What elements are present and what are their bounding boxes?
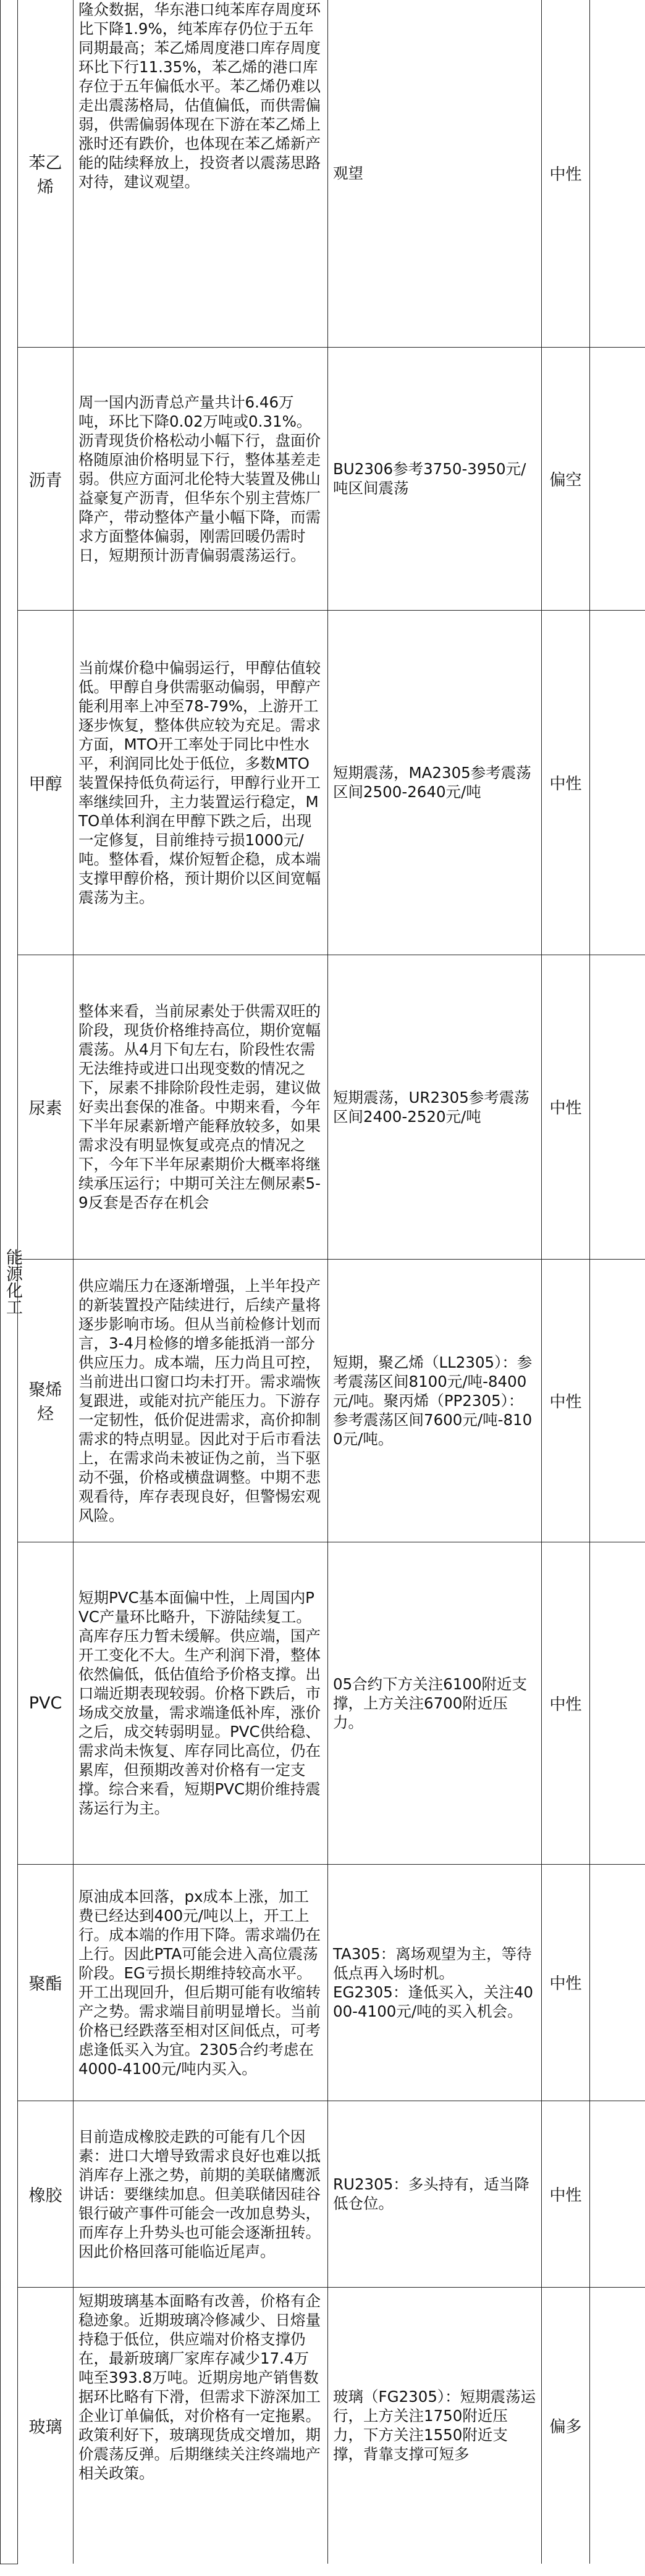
risk-cell bbox=[590, 1864, 645, 2101]
strategy-cell bbox=[328, 610, 542, 955]
analysis-text: 隆众数据，华东港口纯苯库存周度环比下降1.9%，纯苯库存仍位于五年同期最高；苯乙烯周度港口库存周度环比下行11.35%，苯乙烯的港口库存位于五年偏低水平。苯乙烯仍难以走出震荡格局，估值偏低，而供需偏弱，供需偏弱体现在下游在苯乙烯上涨时还有跌价，也体现在苯乙烯新产能的陆续释放上，投资者以震荡思路对待，建议观望。 bbox=[78, 1, 321, 191]
risk-cell bbox=[590, 610, 645, 955]
strategy-cell bbox=[328, 2101, 542, 2287]
product-name: 尿素 bbox=[28, 1099, 62, 1118]
view-text: 偏空 bbox=[549, 470, 582, 490]
table-row bbox=[1, 1259, 645, 1542]
analysis-text: 整体来看，当前尿素处于供需双旺的阶段，现货价格维持高位，期价宽幅震荡。从4月下旬左右，阶段性农需无法维持或进口出现变数的情况之下，尿素不排除阶段性走弱，建议做好卖出套保的准备。中期来看，今年下半年尿素新增产能释放较多，如果需求没有明显恢复或亮点的情况之下，今年下半年尿素期价大概率将继续承压运行；中期可关注左侧尿素5-9反套是否存在机会 bbox=[78, 1002, 321, 1211]
strategy-text: 玻璃（FG2305）：短期震荡运行，上方关注1750附近压力，下方关注1550附近支撑，背靠支撑可短多 bbox=[333, 2388, 536, 2464]
view-cell bbox=[542, 0, 590, 347]
product-name-cell bbox=[18, 347, 74, 610]
analysis-cell bbox=[74, 0, 328, 347]
table-row bbox=[1, 1864, 645, 2101]
strategy-text: 短期，聚乙烯（LL2305）：参考震荡区间8100元/吨-8400元/吨。聚丙烯（PP2305）：参考震荡区间7600元/吨-8100元/吨。 bbox=[333, 1353, 533, 1448]
view-cell bbox=[542, 2101, 590, 2287]
product-name: 聚烯烃 bbox=[28, 1381, 62, 1424]
product-name: 玻璃 bbox=[28, 2417, 62, 2437]
category-cell bbox=[1, 0, 22, 2564]
product-name: 甲醇 bbox=[28, 774, 62, 794]
product-name-cell bbox=[18, 955, 74, 1259]
analysis-cell bbox=[74, 1259, 328, 1542]
table-row bbox=[1, 347, 645, 610]
table-row bbox=[1, 955, 645, 1259]
risk-cell bbox=[590, 0, 645, 347]
analysis-cell bbox=[74, 347, 328, 610]
view-cell bbox=[542, 610, 590, 955]
table-row bbox=[1, 1542, 645, 1864]
view-text: 中性 bbox=[549, 165, 582, 185]
product-name-cell bbox=[18, 2101, 74, 2287]
analysis-text: 短期玻璃基本面略有改善，价格有企稳迹象。近期玻璃冷修减少、日熔量持稳于低位，供应端对价格支撑仍在，最新玻璃厂家库存减少17.4万吨至393.8万吨。近期房地产销售数据环比略有下滑，但需求下游深加工企业订单偏低，对价格有一定拖累。政策利好下，玻璃现货成交增加，期价震荡反弹。后期继续关注终端地产相关政策。 bbox=[78, 2291, 321, 2482]
strategy-cell bbox=[328, 347, 542, 610]
table-row bbox=[1, 2287, 645, 2564]
analysis-cell bbox=[74, 1864, 328, 2101]
view-text: 中性 bbox=[549, 2186, 582, 2205]
product-name: 沥青 bbox=[28, 470, 62, 490]
risk-cell bbox=[590, 1259, 645, 1542]
product-name: 苯乙烯 bbox=[28, 153, 62, 197]
table-row bbox=[1, 610, 645, 955]
view-cell bbox=[542, 2287, 590, 2564]
strategy-cell bbox=[328, 1542, 542, 1864]
analysis-cell bbox=[74, 610, 328, 955]
product-name: 聚酯 bbox=[28, 1975, 62, 1994]
strategy-cell bbox=[328, 955, 542, 1259]
analysis-text: 原油成本回落，px成本上涨，加工费已经达到400元/吨以上，开工上行。成本端的作用下降。需求端仍在上行。因此PTA可能会进入高位震荡阶段。EG亏损长期维持较高水平。开工出现回升，但后期可能有收缩转产之势。需求端目前明显增长。当前价格已经跌落至相对区间低点，可考虑逢低买入为宜。2305合约考虑在4000-4100元/吨内买入。 bbox=[78, 1887, 321, 2078]
risk-cell bbox=[590, 347, 645, 610]
strategy-text: BU2306参考3750-3950元/吨区间震荡 bbox=[333, 460, 526, 497]
product-name: 橡胶 bbox=[28, 2186, 62, 2206]
table-row bbox=[1, 0, 645, 347]
strategy-text: 短期震荡，UR2305参考震荡区间2400-2520元/吨 bbox=[333, 1088, 529, 1126]
view-cell bbox=[542, 347, 590, 610]
product-name-cell bbox=[18, 1864, 74, 2101]
product-name-cell bbox=[18, 0, 74, 347]
risk-cell bbox=[590, 1542, 645, 1864]
view-text: 中性 bbox=[549, 774, 582, 793]
strategy-text: 短期震荡，MA2305参考震荡区间2500-2640元/吨 bbox=[333, 764, 531, 801]
strategy-cell bbox=[328, 0, 542, 347]
product-name: PVC bbox=[28, 1693, 62, 1713]
strategy-text: TA305：离场观望为主，等待低点再入场时机。 EG2305：逢低买入，关注4000-4100元/吨的买入机会。 bbox=[333, 1944, 533, 2020]
view-text: 中性 bbox=[549, 1975, 582, 1993]
view-cell bbox=[542, 1864, 590, 2101]
strategy-text: 观望 bbox=[333, 164, 363, 183]
analysis-text: 当前煤价稳中偏弱运行，甲醇估值较低。甲醇自身供需驱动偏弱，甲醇产能利用率上冲至78-79%，上游开工逐步恢复，整体供应较为充足。需求方面，MTO开工率处于同比中性水平，利润同比处于低位，多数MTO装置保持低负荷运行，甲醇行业开工率继续回升，主力装置运行稳定，MTO单体利润在甲醇下跌之后，出现一定修复，目前维持亏损1000元/吨。整体看，煤价短暂企稳，成本端支撑甲醇价格，预计期价以区间宽幅震荡为主。 bbox=[78, 658, 321, 906]
strategy-text: 05合约下方关注6100附近支撑，上方关注6700附近压力。 bbox=[333, 1675, 528, 1731]
view-cell bbox=[542, 1259, 590, 1542]
strategy-cell bbox=[328, 2287, 542, 2564]
view-cell bbox=[542, 1542, 590, 1864]
view-text: 偏多 bbox=[549, 2417, 582, 2436]
risk-cell bbox=[590, 2101, 645, 2287]
strategy-cell bbox=[328, 1259, 542, 1542]
analysis-text: 周一国内沥青总产量共计6.46万吨，环比下降0.02万吨或0.31%。沥青现货价格松动小幅下行，盘面价格随原油价格明显下行，整体基差走弱。供应方面河北伦特大装置及佛山益豪复产沥青，但华东个别主营炼厂降产，带动整体产量小幅下降，而需求方面整体偏弱，刚需回暖仍需时日，短期预计沥青偏弱震荡运行。 bbox=[78, 393, 321, 564]
strategy-cell bbox=[328, 1864, 542, 2101]
table-row bbox=[1, 2101, 645, 2287]
analysis-text: 短期PVC基本面偏中性，上周国内PVC产量环比略升，下游陆续复工。高库存压力暂未缓解。供应端，国产开工变化不大。生产利润下滑，整体依然偏低，低估值给予价格支撑。出口端近期表现较弱。价格下跌后，市场成交放量，需求端逢低补库，涨价之后，成交转弱明显。PVC供给稳、需求尚未恢复、库存同比高位，仍在累库，但预期改善对价格有一定支撑。综合来看，短期PVC期价维持震荡运行为主。 bbox=[78, 1589, 321, 1817]
view-text: 中性 bbox=[549, 1099, 582, 1118]
analysis-text: 目前造成橡胶走跌的可能有几个因素：进口大增导致需求良好也难以抵消库存上涨之势，前期的美联储鹰派讲话：要继续加息。但美联储因硅谷银行破产事件可能会一改加息势头，而库存上升势头也可能会逐渐扭转。因此价格回落可能临近尾声。 bbox=[78, 2127, 321, 2260]
analysis-cell bbox=[74, 955, 328, 1259]
product-name-cell bbox=[18, 610, 74, 955]
analysis-cell bbox=[74, 1542, 328, 1864]
analysis-text: 供应端压力在逐渐增强，上半年投产的新装置投产陆续进行，后续产量将逐步影响市场。但从当前检修计划而言，3-4月检修的增多能抵消一部分供应压力。成本端，压力尚且可控，当前进出口窗口均未打开。需求端恢复跟进，或能对抗产能压力。下游存一定韧性，低价促进需求，高价抑制需求的特点明显。因此对于后市看法上，在需求尚未被证伪之前，当下驱动不强，价格或横盘调整。中期不悲观看待，库存表现良好，但警惕宏观风险。 bbox=[78, 1276, 321, 1524]
category-label: 能源化工 bbox=[3, 1248, 22, 1315]
analysis-cell bbox=[74, 2101, 328, 2287]
analysis-cell bbox=[74, 2287, 328, 2564]
product-name-cell bbox=[18, 2287, 74, 2564]
view-cell bbox=[542, 955, 590, 1259]
view-text: 中性 bbox=[549, 1392, 582, 1411]
risk-cell bbox=[590, 2287, 645, 2564]
risk-cell bbox=[590, 955, 645, 1259]
product-name-cell bbox=[18, 1542, 74, 1864]
view-text: 中性 bbox=[549, 1695, 582, 1714]
strategy-text: RU2305：多头持有，适当降低仓位。 bbox=[333, 2175, 529, 2212]
product-name-cell bbox=[18, 1259, 74, 1542]
